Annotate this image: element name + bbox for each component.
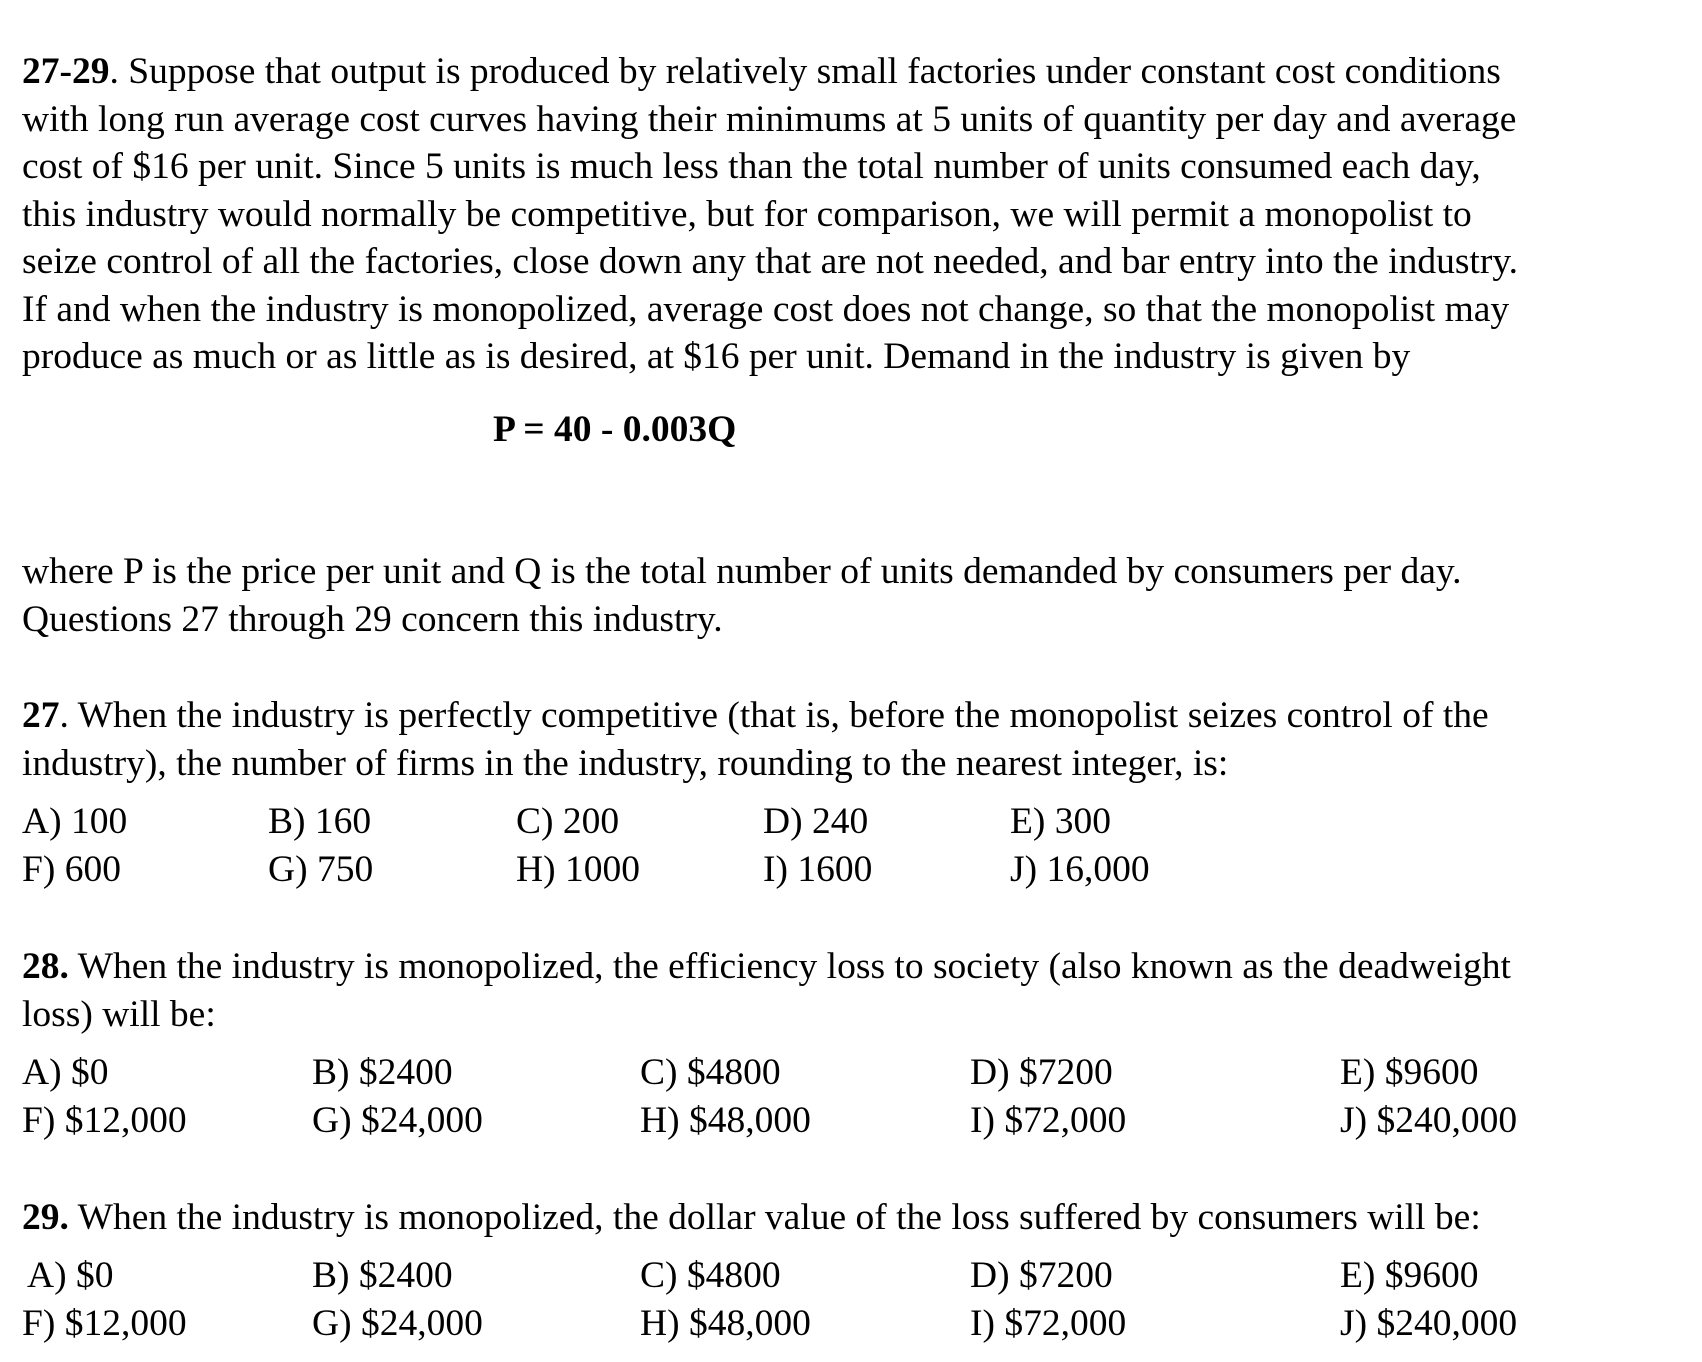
intro-line-4: this industry would normally be competitive, but for comparison, we will permit a monopolist to — [22, 193, 1472, 235]
q27-option-g[interactable]: G) 750 — [268, 849, 374, 890]
q28-option-h[interactable]: H) $48,000 — [640, 1100, 811, 1141]
q28-option-g[interactable]: G) $24,000 — [312, 1100, 483, 1141]
intro-paragraph — [22, 48, 1682, 381]
q28-option-d[interactable]: D) $7200 — [970, 1052, 1113, 1093]
q28-option-i[interactable]: I) $72,000 — [970, 1100, 1127, 1141]
q29-number: 29. — [22, 1197, 69, 1238]
q28-option-b[interactable]: B) $2400 — [312, 1052, 453, 1093]
q27-option-h[interactable]: H) 1000 — [516, 849, 640, 890]
q28-line-1: 28. When the industry is monopolized, the efficiency loss to society (also known as the deadweight — [22, 946, 1511, 987]
q29-option-e[interactable]: E) $9600 — [1340, 1255, 1479, 1296]
q27-option-i[interactable]: I) 1600 — [763, 849, 873, 890]
q27-line-1: 27. When the industry is perfectly competitive (that is, before the monopolist seizes control of the — [22, 695, 1489, 736]
q29-option-j[interactable]: J) $240,000 — [1340, 1303, 1518, 1344]
q27-option-a[interactable]: A) 100 — [22, 801, 128, 842]
q27-option-b[interactable]: B) 160 — [268, 801, 372, 842]
q27-number: 27 — [22, 695, 60, 736]
question-28 — [22, 943, 1511, 1038]
q29-line-1: 29. When the industry is monopolized, the dollar value of the loss suffered by consumers will be: — [22, 1197, 1481, 1238]
q29-option-g[interactable]: G) $24,000 — [312, 1303, 483, 1344]
intro-line-6: If and when the industry is monopolized, average cost does not change, so that the monopolist may — [22, 288, 1510, 330]
q27-line-2: industry), the number of firms in the industry, rounding to the nearest integer, is: — [22, 742, 1229, 784]
q28-option-a[interactable]: A) $0 — [22, 1052, 109, 1093]
where-line-2: Questions 27 through 29 concern this industry. — [22, 598, 723, 640]
intro-line-2: with long run average cost curves having their minimums at 5 units of quantity per day and average — [22, 98, 1517, 140]
q29-option-c[interactable]: C) $4800 — [640, 1255, 781, 1296]
q29-option-f[interactable]: F) $12,000 — [22, 1303, 187, 1344]
intro-number: 27-29 — [22, 51, 110, 92]
q27-option-c[interactable]: C) 200 — [516, 801, 620, 842]
intro-line-1: 27-29. Suppose that output is produced by relatively small factories under constant cost conditions — [22, 51, 1501, 92]
q27-option-d[interactable]: D) 240 — [763, 801, 869, 842]
q28-option-e[interactable]: E) $9600 — [1340, 1052, 1479, 1093]
q27-option-f[interactable]: F) 600 — [22, 849, 121, 890]
q27-option-j[interactable]: J) 16,000 — [1010, 849, 1150, 890]
q29-option-d[interactable]: D) $7200 — [970, 1255, 1113, 1296]
question-27 — [22, 692, 1489, 787]
intro-line-3: cost of $16 per unit. Since 5 units is much less than the total number of units consumed each day, — [22, 146, 1481, 187]
q29-option-i[interactable]: I) $72,000 — [970, 1303, 1127, 1344]
q28-option-j[interactable]: J) $240,000 — [1340, 1100, 1518, 1141]
q28-line-2: loss) will be: — [22, 993, 216, 1035]
intro-line-7: produce as much or as little as is desired, at $16 per unit. Demand in the industry is given by — [22, 336, 1411, 377]
where-line-1: where P is the price per unit and Q is the total number of units demanded by consumers per day. — [22, 551, 1462, 592]
q29-option-b[interactable]: B) $2400 — [312, 1255, 453, 1296]
q27-option-e[interactable]: E) 300 — [1010, 801, 1112, 842]
intro-line-5: seize control of all the factories, close down any that are not needed, and bar entry into the industry. — [22, 241, 1519, 282]
q29-option-a[interactable]: A) $0 — [27, 1255, 114, 1296]
q29-option-h[interactable]: H) $48,000 — [640, 1303, 811, 1344]
where-paragraph — [22, 548, 1462, 643]
q28-option-f[interactable]: F) $12,000 — [22, 1100, 187, 1141]
question-29 — [22, 1194, 1481, 1242]
demand-equation: P = 40 - 0.003Q — [493, 409, 737, 450]
q28-number: 28. — [22, 946, 69, 987]
q28-option-c[interactable]: C) $4800 — [640, 1052, 781, 1093]
